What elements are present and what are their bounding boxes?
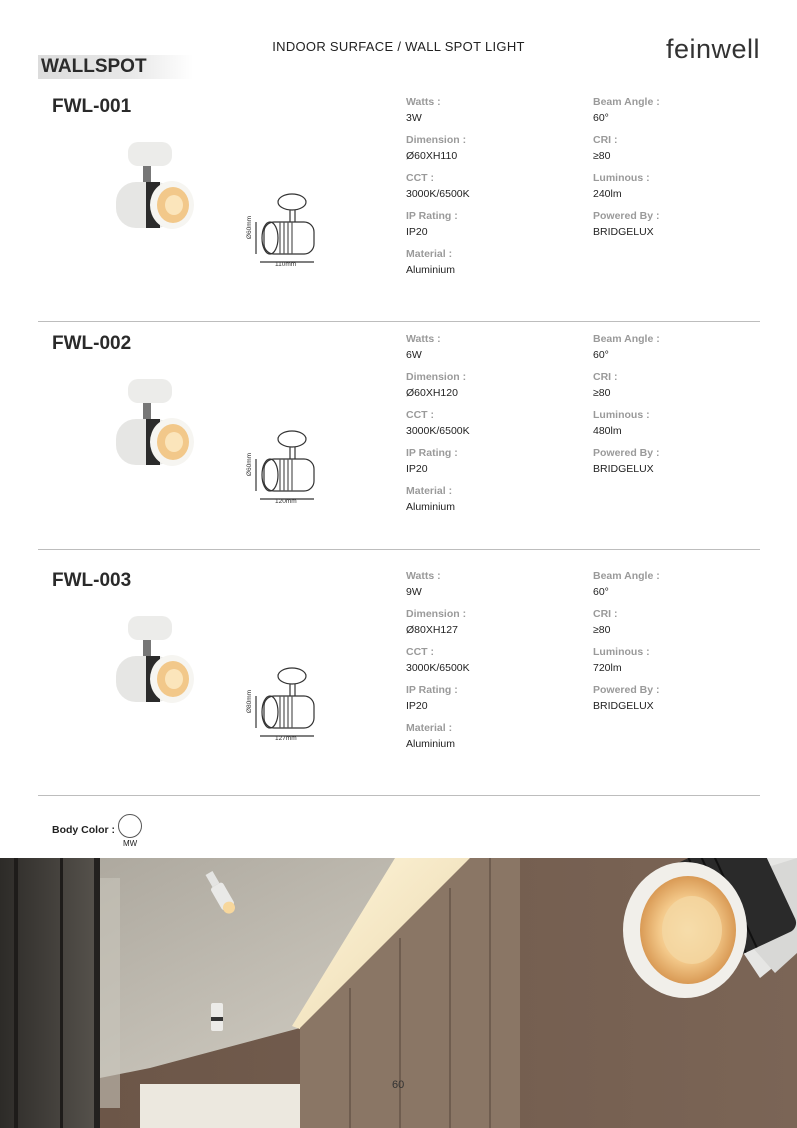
body-color-swatch: [118, 814, 142, 838]
spec-label: Dimension :: [406, 608, 467, 620]
spec-label: Luminous :: [593, 646, 650, 658]
spec-value: Ø80XH127: [406, 624, 458, 636]
section-divider: [38, 321, 760, 322]
spec-label: Beam Angle :: [593, 570, 660, 582]
spec-value: BRIDGELUX: [593, 463, 654, 475]
spec-label: IP Rating :: [406, 684, 458, 696]
dimension-length-label: 120mm: [275, 498, 297, 505]
spec-value: 720lm: [593, 662, 622, 674]
spec-value: ≥80: [593, 150, 611, 162]
spec-label: Material :: [406, 485, 453, 497]
spec-label: IP Rating :: [406, 447, 458, 459]
spec-value: BRIDGELUX: [593, 226, 654, 238]
body-color-swatch-label: MW: [123, 839, 138, 848]
body-color-label: Body Color :: [52, 824, 115, 836]
spec-value: 60°: [593, 112, 609, 124]
spec-label: Luminous :: [593, 409, 650, 421]
dimension-diameter-label: Ø80mm: [246, 689, 254, 714]
spec-value: 3000K/6500K: [406, 188, 470, 200]
spec-value: BRIDGELUX: [593, 700, 654, 712]
spec-value: ≥80: [593, 624, 611, 636]
spec-value: IP20: [406, 463, 428, 475]
spec-value: 60°: [593, 349, 609, 361]
spec-value: 3W: [406, 112, 422, 124]
technical-drawing: [250, 429, 330, 509]
header-title: INDOOR SURFACE / WALL SPOT LIGHT: [272, 39, 525, 54]
dimension-diameter-label: Ø60mm: [246, 215, 254, 240]
category-title: WALLSPOT: [41, 56, 147, 77]
spec-label: Luminous :: [593, 172, 650, 184]
spec-label: CRI :: [593, 134, 618, 146]
spec-label: Powered By :: [593, 684, 660, 696]
spec-label: Powered By :: [593, 447, 660, 459]
dimension-diameter-label: Ø60mm: [246, 452, 254, 477]
spec-value: ≥80: [593, 387, 611, 399]
spec-label: IP Rating :: [406, 210, 458, 222]
page-number: 60: [392, 1079, 405, 1091]
spec-label: Material :: [406, 722, 453, 734]
product-photo: [108, 371, 208, 481]
section-divider: [38, 795, 760, 796]
spec-label: Watts :: [406, 570, 441, 582]
spec-label: Beam Angle :: [593, 333, 660, 345]
spec-label: Beam Angle :: [593, 96, 660, 108]
spec-value: Aluminium: [406, 264, 456, 276]
spec-label: CCT :: [406, 409, 434, 421]
spec-label: Dimension :: [406, 134, 467, 146]
spec-value: Ø60XH120: [406, 387, 458, 399]
product-photo: [108, 134, 208, 244]
section-divider: [38, 549, 760, 550]
product-model: FWL-002: [52, 333, 132, 354]
spec-value: 3000K/6500K: [406, 662, 470, 674]
spec-value: 480lm: [593, 425, 622, 437]
spec-label: Watts :: [406, 333, 441, 345]
spec-label: Dimension :: [406, 371, 467, 383]
spec-value: IP20: [406, 226, 428, 238]
spec-value: 3000K/6500K: [406, 425, 470, 437]
spec-label: CCT :: [406, 646, 434, 658]
spec-label: Powered By :: [593, 210, 660, 222]
spec-label: CCT :: [406, 172, 434, 184]
spec-value: Aluminium: [406, 738, 456, 750]
dimension-length-label: 127mm: [275, 735, 297, 742]
spec-label: CRI :: [593, 371, 618, 383]
spec-label: CRI :: [593, 608, 618, 620]
brand-logo: feinwell: [665, 34, 760, 64]
spec-label: Material :: [406, 248, 453, 260]
spec-value: 60°: [593, 586, 609, 598]
product-model: FWL-003: [52, 570, 132, 591]
spec-value: 6W: [406, 349, 422, 361]
dimension-length-label: 110mm: [275, 261, 297, 268]
spec-value: Ø60XH110: [406, 150, 458, 162]
spec-label: Watts :: [406, 96, 441, 108]
spec-value: 9W: [406, 586, 422, 598]
product-photo: [108, 608, 208, 718]
technical-drawing: [250, 666, 330, 746]
product-model: FWL-001: [52, 96, 132, 117]
spec-value: Aluminium: [406, 501, 456, 513]
spec-value: IP20: [406, 700, 428, 712]
spec-value: 240lm: [593, 188, 622, 200]
technical-drawing: [250, 192, 330, 272]
